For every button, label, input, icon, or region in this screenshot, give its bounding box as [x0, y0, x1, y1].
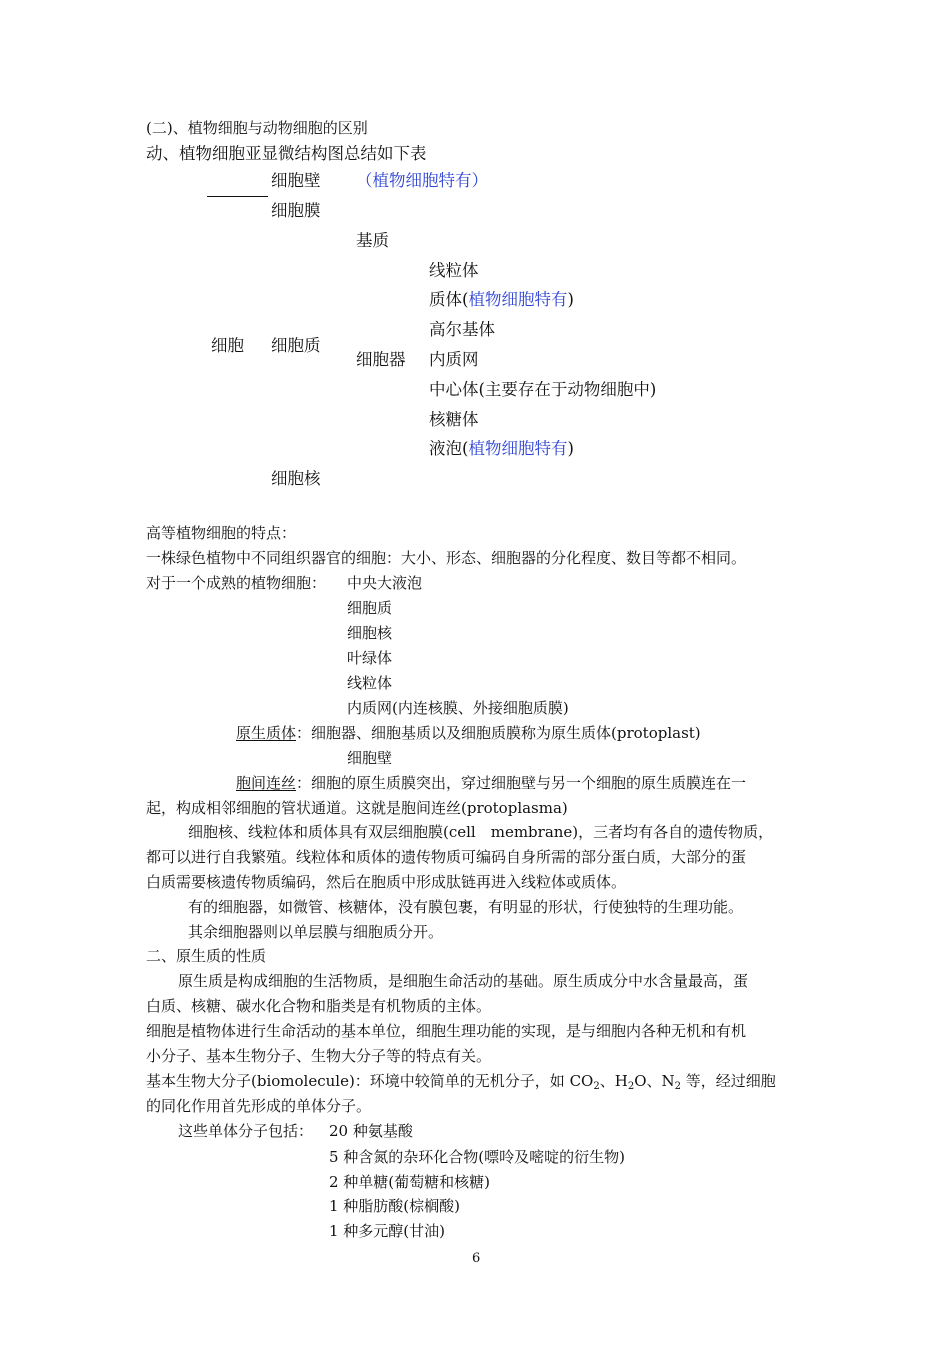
- protoplast-definition: 原生质体：细胞器、细胞基质以及细胞质膜称为原生质体(protoplast): [236, 724, 701, 742]
- plasmodesmata-definition: 胞间连丝：细胞的原生质膜突出，穿过细胞壁与另一个细胞的原生质膜连在一: [236, 774, 747, 792]
- mature-item-cytoplasm: 细胞质: [347, 599, 393, 617]
- diagram-centrosome: 中心体(主要存在于动物细胞中): [429, 380, 657, 399]
- biomolecule-definition-line2: 的同化作用首先形成的单体分子。: [146, 1097, 372, 1115]
- monomer-sugars: 2 种单糖(葡萄糖和核糖): [329, 1173, 491, 1191]
- diagram-ribosome: 核糖体: [429, 410, 479, 429]
- mature-cell-label: 对于一个成熟的植物细胞：: [146, 574, 327, 592]
- page-number: 6: [472, 1251, 481, 1266]
- monomer-polyol: 1 种多元醇(甘油): [329, 1222, 446, 1240]
- higher-plant-line1: 一株绿色植物中不同组织器官的细胞：大小、形态、细胞器的分化程度、数目等都不相同。: [146, 549, 747, 567]
- diagram-cytoplasm: 细胞质: [271, 336, 321, 355]
- monomer-fatty-acid: 1 种脂肪酸(棕榈酸): [329, 1197, 461, 1215]
- protoplasm-para1-line2: 白质、核糖、碳水化合物和脂类是有机物质的主体。: [146, 997, 492, 1015]
- double-membrane-para-line2: 都可以进行自我繁殖。线粒体和质体的遗传物质可编码自身所需的部分蛋白质，大部分的蛋: [146, 848, 747, 866]
- protoplasm-heading: 二、原生质的性质: [146, 947, 267, 965]
- diagram-cell-wall: 细胞壁: [271, 171, 321, 190]
- protoplast-term: 原生质体: [236, 724, 297, 742]
- plasmodesmata-term: 胞间连丝: [236, 774, 297, 792]
- protoplasm-para1-line1: 原生质是构成细胞的生活物质，是细胞生命活动的基础。原生质成分中水含量最高，蛋: [178, 972, 749, 990]
- diagram-vacuole-note: 植物细胞特有: [468, 439, 568, 458]
- protoplasm-para2-line2: 小分子、基本生物分子、生物大分子等的特点有关。: [146, 1047, 492, 1065]
- diagram-bracket-line: [207, 196, 268, 197]
- single-membrane-para: 其余细胞器则以单层膜与细胞质分开。: [188, 923, 444, 941]
- plasmodesmata-definition-line2: 起，构成相邻细胞的管状通道。这就是胞间连丝(protoplasma): [146, 799, 568, 817]
- mature-item-nucleus: 细胞核: [347, 624, 393, 642]
- diagram-plastid: 质体(植物细胞特有): [429, 290, 574, 309]
- section-heading: (二)、植物细胞与动物细胞的区别: [146, 119, 368, 137]
- diagram-cell-wall-note: （植物细胞特有）: [356, 171, 488, 190]
- mature-item-er: 内质网(内连核膜、外接细胞质膜): [347, 699, 569, 717]
- diagram-matrix: 基质: [356, 231, 389, 250]
- no-membrane-para: 有的细胞器，如微管、核糖体，没有膜包裹，有明显的形状，行使独特的生理功能。: [188, 898, 744, 916]
- diagram-nucleus: 细胞核: [271, 469, 321, 488]
- diagram-er: 内质网: [429, 350, 479, 369]
- double-membrane-para-line3: 白质需要核遗传物质编码，然后在胞质中形成肽链再进入线粒体或质体。: [146, 873, 627, 891]
- higher-plant-title: 高等植物细胞的特点：: [146, 524, 297, 542]
- section-subheading: 动、植物细胞亚显微结构图总结如下表: [146, 144, 427, 163]
- mature-item-wall: 细胞壁: [347, 749, 393, 767]
- diagram-cell-membrane: 细胞膜: [271, 201, 321, 220]
- mature-item-chloroplast: 叶绿体: [347, 649, 393, 667]
- diagram-root-cell: 细胞: [211, 336, 244, 355]
- mature-item-vacuole: 中央大液泡: [347, 574, 423, 592]
- monomer-heterocycles: 5 种含氮的杂环化合物(嘌呤及嘧啶的衍生物): [329, 1148, 626, 1166]
- protoplasm-para2-line1: 细胞是植物体进行生命活动的基本单位，细胞生理功能的实现，是与细胞内各种无机和有机: [146, 1022, 747, 1040]
- diagram-golgi: 高尔基体: [429, 320, 495, 339]
- biomolecule-definition: 基本生物大分子(biomolecule)：环境中较简单的无机分子，如 $CO_2$、$H_2O$、$N_2$ 等，经过细胞: [146, 1072, 776, 1092]
- mature-item-mitochondria: 线粒体: [347, 674, 393, 692]
- monomer-amino-acids: 20 种氨基酸: [329, 1122, 413, 1140]
- double-membrane-para-line1: 细胞核、线粒体和质体具有双层细胞膜(cell membrane)，三者均有各自的遗传物质，: [188, 823, 774, 841]
- diagram-mitochondria: 线粒体: [429, 261, 479, 280]
- monomer-label: 这些单体分子包括：: [178, 1122, 314, 1140]
- diagram-plastid-note: 植物细胞特有: [468, 290, 568, 309]
- diagram-organelles: 细胞器: [356, 350, 406, 369]
- diagram-vacuole: 液泡(植物细胞特有): [429, 439, 574, 458]
